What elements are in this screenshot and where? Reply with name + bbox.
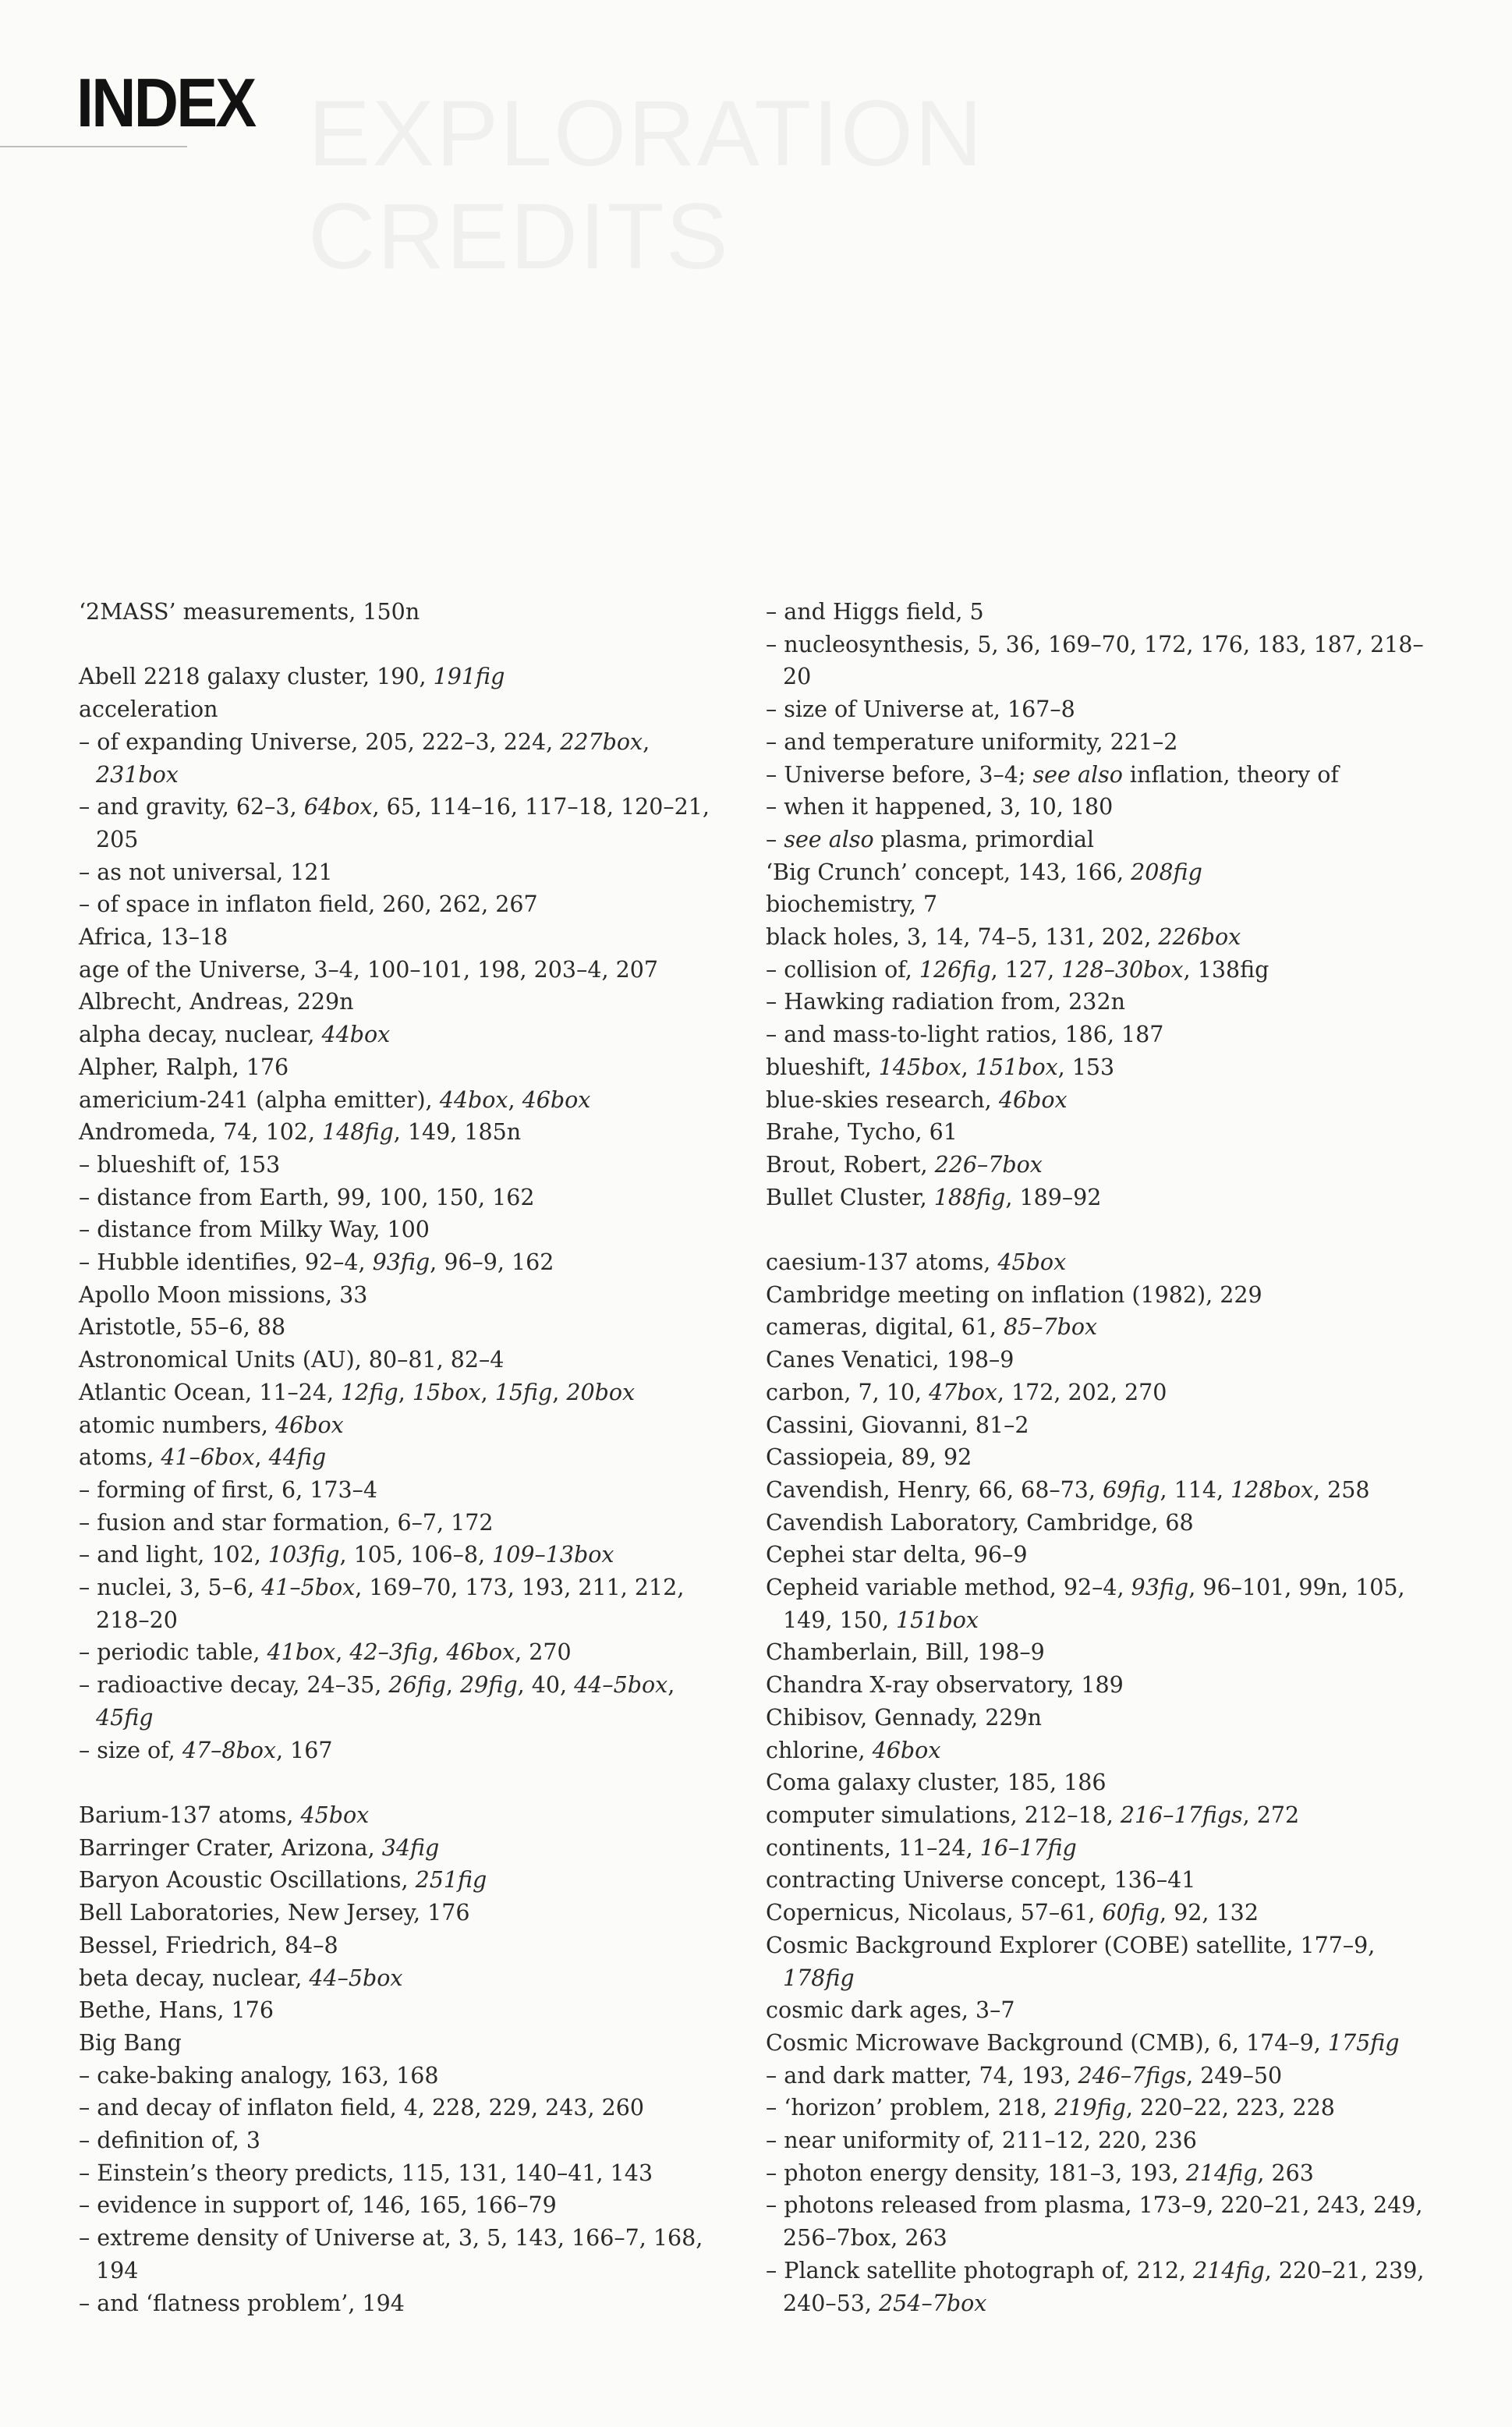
index-entry: beta decay, nuclear, 44–5box [79, 1965, 403, 1991]
index-entry: cameras, digital, 61, 85–7box [766, 1314, 1098, 1341]
index-entry: blueshift, 145box, 151box, 153 [766, 1054, 1115, 1080]
index-column-left [79, 596, 726, 2319]
index-entry: Astronomical Units (AU), 80–81, 82–4 [79, 1347, 505, 1373]
index-subentry: – Hawking radiation from, 232n [766, 989, 1125, 1015]
index-entry: Brout, Robert, 226–7box [766, 1151, 1043, 1178]
index-entry: Alpher, Ralph, 176 [79, 1054, 289, 1080]
index-entry: Africa, 13–18 [79, 924, 228, 951]
index-entry: Barringer Crater, Arizona, 34fig [79, 1834, 440, 1861]
index-subentry: – blueshift of, 153 [79, 1151, 281, 1178]
index-entry: Bell Laboratories, New Jersey, 176 [79, 1900, 470, 1926]
index-subentry: – and dark matter, 74, 193, 246–7figs, 249–50 [766, 2062, 1283, 2089]
header-rule [0, 146, 187, 147]
index-subentry: – distance from Milky Way, 100 [79, 1217, 430, 1243]
index-subentry: – when it happened, 3, 10, 180 [766, 794, 1114, 820]
index-subentry: – distance from Earth, 99, 100, 150, 162 [79, 1184, 535, 1210]
index-subentry: – Planck satellite photograph of, 212, 214fig, 220–21, 239, 240–53, 254–7box [766, 2257, 1425, 2316]
index-subentry: – of expanding Universe, 205, 222–3, 224, 227box, 231box [79, 728, 650, 788]
index-subentry: – and mass-to-light ratios, 186, 187 [766, 1022, 1164, 1048]
page-title: INDEX [76, 64, 255, 141]
index-entry: black holes, 3, 14, 74–5, 131, 202, 226box [766, 924, 1241, 951]
index-entry: carbon, 7, 10, 47box, 172, 202, 270 [766, 1379, 1167, 1405]
index-subentry: – of space in inflaton field, 260, 262, 267 [79, 891, 538, 918]
index-subentry: – Hubble identifies, 92–4, 93fig, 96–9, 162 [79, 1249, 554, 1276]
index-subentry: – near uniformity of, 211–12, 220, 236 [766, 2128, 1197, 2154]
index-subentry: – photons released from plasma, 173–9, 220–21, 243, 249, 256–7box, 263 [766, 2192, 1423, 2252]
index-entry: contracting Universe concept, 136–41 [766, 1867, 1196, 1894]
index-subentry: – and temperature uniformity, 221–2 [766, 728, 1178, 755]
index-entry: Aristotle, 55–6, 88 [79, 1314, 286, 1341]
index-subentry: – forming of first, 6, 173–4 [79, 1476, 378, 1503]
index-entry: Cassini, Giovanni, 81–2 [766, 1412, 1029, 1438]
index-subentry: – size of, 47–8box, 167 [79, 1737, 333, 1763]
index-subentry: – and gravity, 62–3, 64box, 65, 114–16, 117–18, 120–21, 205 [79, 794, 710, 852]
index-entry: chlorine, 46box [766, 1737, 941, 1763]
index-entry: Cosmic Microwave Background (CMB), 6, 174–9, 175fig [766, 2029, 1400, 2056]
letter-gap [79, 629, 726, 661]
index-entry: Copernicus, Nicolaus, 57–61, 60fig, 92, 132 [766, 1900, 1259, 1926]
index-entry: ‘2MASS’ measurements, 150n [79, 599, 420, 625]
index-subentry: – and light, 102, 103fig, 105, 106–8, 109–13box [79, 1542, 614, 1568]
index-entry: Cosmic Background Explorer (COBE) satellite, 177–9, 178fig [766, 1932, 1376, 1991]
index-entry: Brahe, Tycho, 61 [766, 1119, 958, 1146]
index-subentry: – and ‘flatness problem’, 194 [79, 2290, 405, 2316]
index-entry: americium-241 (alpha emitter), 44box, 46box [79, 1086, 591, 1113]
index-entry: Cepheid variable method, 92–4, 93fig, 96–101, 99n, 105, 149, 150, 151box [766, 1575, 1405, 1633]
index-entry: Abell 2218 galaxy cluster, 190, 191fig [79, 664, 505, 690]
index-entry: cosmic dark ages, 3–7 [766, 1997, 1015, 2024]
index-subentry: – size of Universe at, 167–8 [766, 696, 1075, 723]
index-entry: Coma galaxy cluster, 185, 186 [766, 1770, 1107, 1796]
index-entry: Andromeda, 74, 102, 148fig, 149, 185n [79, 1119, 522, 1146]
index-entry: continents, 11–24, 16–17fig [766, 1834, 1077, 1861]
index-subentry: – radioactive decay, 24–35, 26fig, 29fig, 40, 44–5box, 45fig [79, 1672, 675, 1731]
index-subentry: – fusion and star formation, 6–7, 172 [79, 1509, 494, 1536]
index-entry: Apollo Moon missions, 33 [79, 1281, 368, 1308]
index-entry: acceleration [79, 696, 218, 723]
index-entry: biochemistry, 7 [766, 891, 938, 918]
index-subentry: – nuclei, 3, 5–6, 41–5box, 169–70, 173, 193, 211, 212, 218–20 [79, 1575, 685, 1633]
index-subentry: – extreme density of Universe at, 3, 5, 143, 166–7, 168, 194 [79, 2225, 703, 2284]
index-subentry: – as not universal, 121 [79, 859, 333, 885]
index-entry: Big Bang [79, 2029, 182, 2056]
index-entry: Cambridge meeting on inflation (1982), 229 [766, 1281, 1262, 1308]
letter-gap [79, 1766, 726, 1799]
index-entry: Canes Venatici, 198–9 [766, 1347, 1014, 1373]
index-entry: Cassiopeia, 89, 92 [766, 1444, 972, 1471]
index-entry: alpha decay, nuclear, 44box [79, 1022, 391, 1048]
index-subentry: – periodic table, 41box, 42–3fig, 46box, 270 [79, 1639, 572, 1666]
index-entry: Cavendish Laboratory, Cambridge, 68 [766, 1509, 1194, 1536]
index-entry: age of the Universe, 3–4, 100–101, 198, 203–4, 207 [79, 956, 658, 983]
index-entry: Bullet Cluster, 188fig, 189–92 [766, 1184, 1102, 1210]
index-subentry: – nucleosynthesis, 5, 36, 169–70, 172, 176, 183, 187, 218–20 [766, 631, 1424, 690]
show-through-text [308, 82, 984, 288]
index-subentry: – Universe before, 3–4; see also inflation, theory of [766, 761, 1339, 788]
index-column-right [766, 596, 1436, 2319]
index-subentry: – see also plasma, primordial [766, 826, 1095, 852]
index-subentry: – Einstein’s theory predicts, 115, 131, 140–41, 143 [79, 2159, 653, 2186]
index-entry: caesium-137 atoms, 45box [766, 1249, 1067, 1276]
index-subentry: – photon energy density, 181–3, 193, 214fig, 263 [766, 2159, 1314, 2186]
index-entry: Chibisov, Gennady, 229n [766, 1704, 1043, 1731]
index-subentry: – collision of, 126fig, 127, 128–30box, 138fig [766, 956, 1269, 983]
index-entry: Chandra X-ray observatory, 189 [766, 1672, 1124, 1699]
index-entry: Cephei star delta, 96–9 [766, 1542, 1028, 1568]
index-subentry: – definition of, 3 [79, 2128, 260, 2154]
index-entry: atoms, 41–6box, 44fig [79, 1444, 327, 1471]
index-entry: Bessel, Friedrich, 84–8 [79, 1932, 338, 1958]
index-subentry: – and Higgs field, 5 [766, 599, 984, 625]
index-subentry: – evidence in support of, 146, 165, 166–79 [79, 2192, 557, 2219]
index-entry: computer simulations, 212–18, 216–17figs, 272 [766, 1802, 1300, 1828]
index-subentry: – ‘horizon’ problem, 218, 219fig, 220–22, 223, 228 [766, 2095, 1335, 2121]
index-entry: Atlantic Ocean, 11–24, 12fig, 15box, 15fig, 20box [79, 1379, 636, 1405]
index-entry: Chamberlain, Bill, 198–9 [766, 1639, 1045, 1666]
index-subentry: – cake-baking analogy, 163, 168 [79, 2062, 439, 2089]
index-entry: Baryon Acoustic Oscillations, 251fig [79, 1867, 487, 1894]
index-entry: blue-skies research, 46box [766, 1086, 1068, 1113]
letter-gap [766, 1214, 1436, 1246]
index-entry: ‘Big Crunch’ concept, 143, 166, 208fig [766, 859, 1202, 885]
index-subentry: – and decay of inflaton field, 4, 228, 229, 243, 260 [79, 2095, 644, 2121]
index-entry: Bethe, Hans, 176 [79, 1997, 274, 2024]
index-entry: Barium-137 atoms, 45box [79, 1802, 370, 1828]
index-entry: Cavendish, Henry, 66, 68–73, 69fig, 114, 128box, 258 [766, 1476, 1370, 1503]
index-entry: Albrecht, Andreas, 229n [79, 989, 354, 1015]
index-entry: atomic numbers, 46box [79, 1412, 344, 1438]
